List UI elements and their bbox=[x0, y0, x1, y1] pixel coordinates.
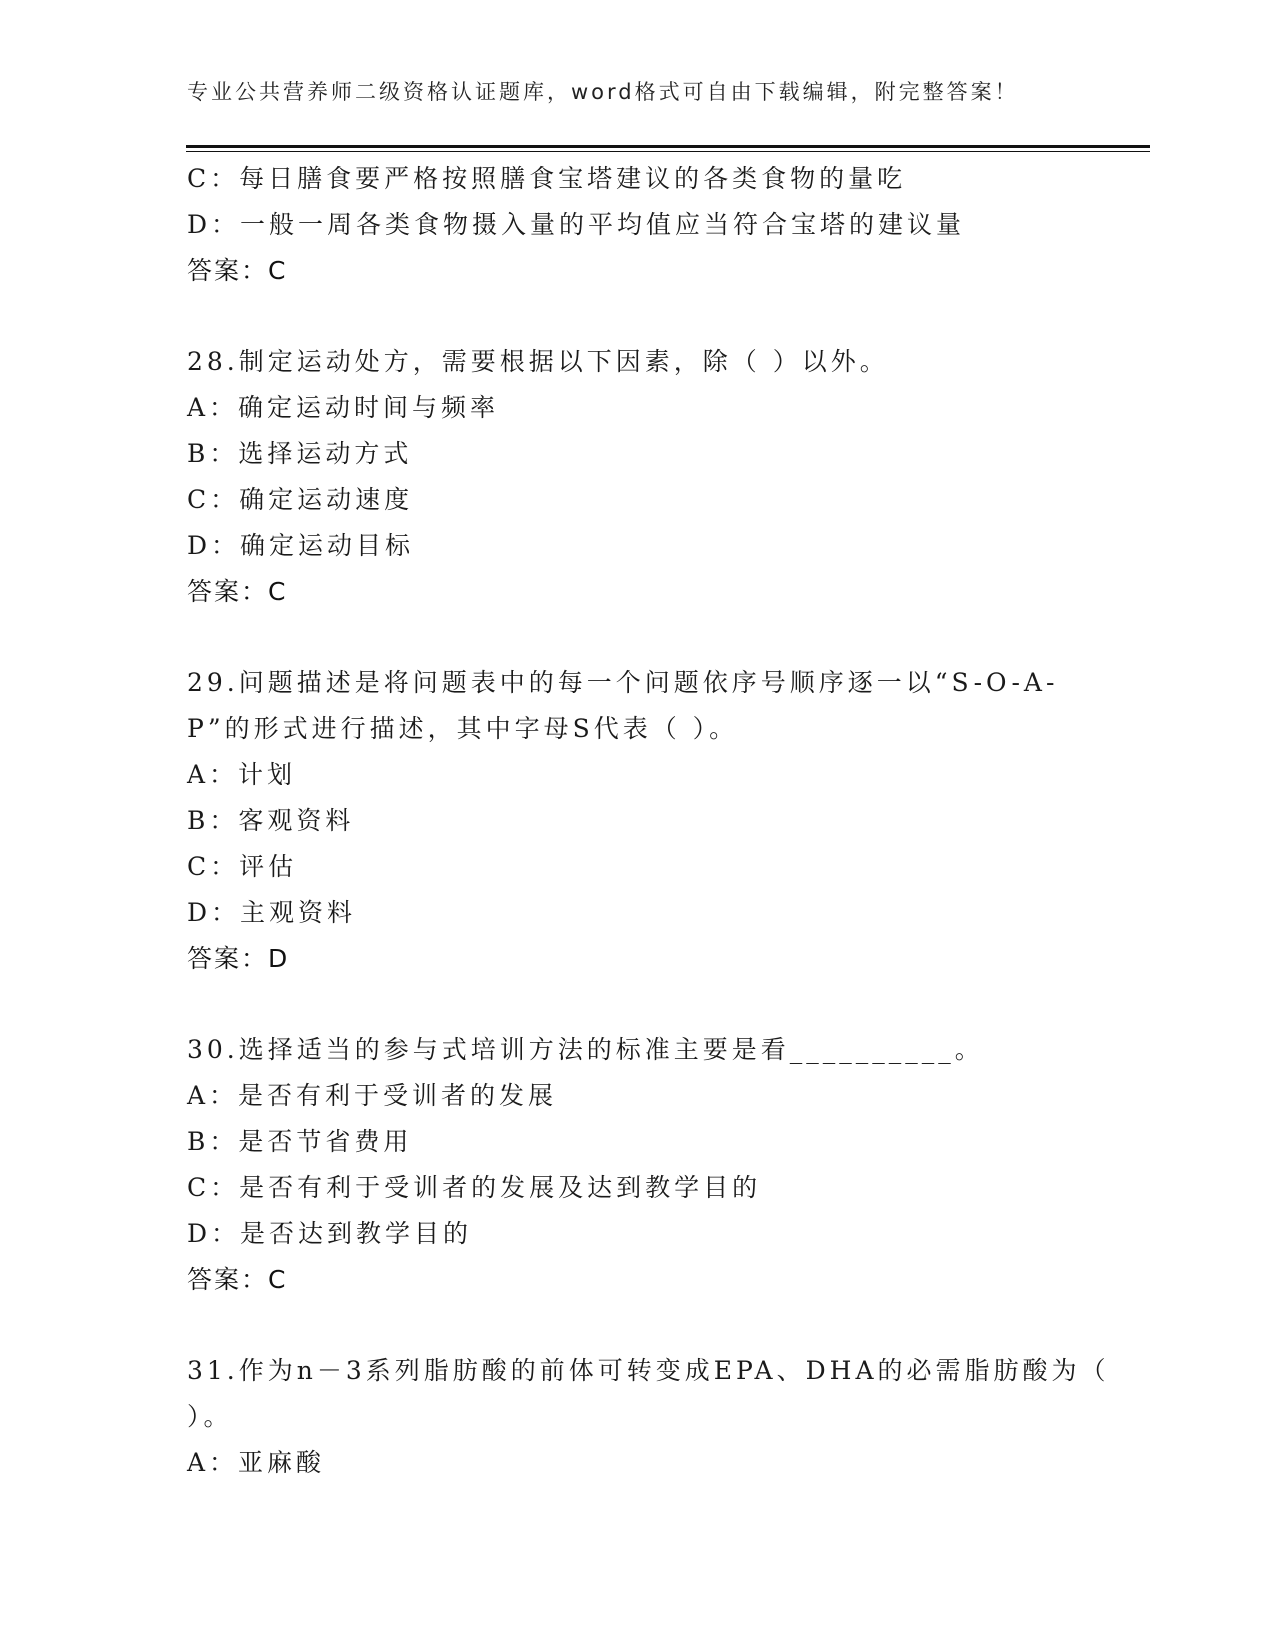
answer-line: 答案：C bbox=[187, 1265, 288, 1294]
question-29 bbox=[187, 660, 1087, 982]
content-body bbox=[187, 156, 1110, 1486]
question-28 bbox=[187, 339, 1087, 615]
question-text-line-1: 31.作为n－3系列脂肪酸的前体可转变成EPA、DHA的必需脂肪酸为（ bbox=[187, 1356, 1110, 1385]
prev-question-block bbox=[187, 156, 1087, 294]
option-d: D：是否达到教学目的 bbox=[187, 1219, 473, 1248]
question-text: 30.选择适当的参与式培训方法的标准主要是看__________。 bbox=[187, 1035, 984, 1064]
question-text-line-1: 29.问题描述是将问题表中的每一个问题依序号顺序逐一以“S-O-A- bbox=[187, 668, 1059, 697]
option-b: B：选择运动方式 bbox=[187, 439, 413, 468]
option-a: A：亚麻酸 bbox=[187, 1448, 326, 1477]
option-a: A：是否有利于受训者的发展 bbox=[187, 1081, 558, 1110]
answer-line: 答案：C bbox=[187, 577, 288, 606]
question-text-line-2: ）。 bbox=[187, 1402, 233, 1431]
option-c: C：确定运动速度 bbox=[187, 485, 414, 514]
header-rule-thin bbox=[186, 151, 1150, 152]
option-a: A：确定运动时间与频率 bbox=[187, 393, 500, 422]
option-c: C：每日膳食要严格按照膳食宝塔建议的各类食物的量吃 bbox=[187, 164, 907, 193]
option-b: B：客观资料 bbox=[187, 806, 355, 835]
option-d: D：主观资料 bbox=[187, 898, 357, 927]
answer-line: 答案：C bbox=[187, 256, 288, 285]
question-text-line-2: P”的形式进行描述，其中字母S代表（ ）。 bbox=[187, 714, 739, 743]
option-d: D：一般一周各类食物摄入量的平均值应当符合宝塔的建议量 bbox=[187, 210, 966, 239]
option-c: C：是否有利于受训者的发展及达到教学目的 bbox=[187, 1173, 762, 1202]
question-text: 28.制定运动处方，需要根据以下因素，除（ ）以外。 bbox=[187, 347, 889, 376]
page-header: 专业公共营养师二级资格认证题库，word格式可自由下载编辑，附完整答案！ bbox=[187, 80, 1019, 104]
answer-line: 答案：D bbox=[187, 944, 290, 973]
option-a: A：计划 bbox=[187, 760, 297, 789]
header-rule-thick bbox=[186, 145, 1150, 148]
question-30 bbox=[187, 1027, 1087, 1303]
question-31 bbox=[187, 1348, 1110, 1486]
option-c: C：评估 bbox=[187, 852, 298, 881]
option-d: D：确定运动目标 bbox=[187, 531, 415, 560]
option-b: B：是否节省费用 bbox=[187, 1127, 413, 1156]
